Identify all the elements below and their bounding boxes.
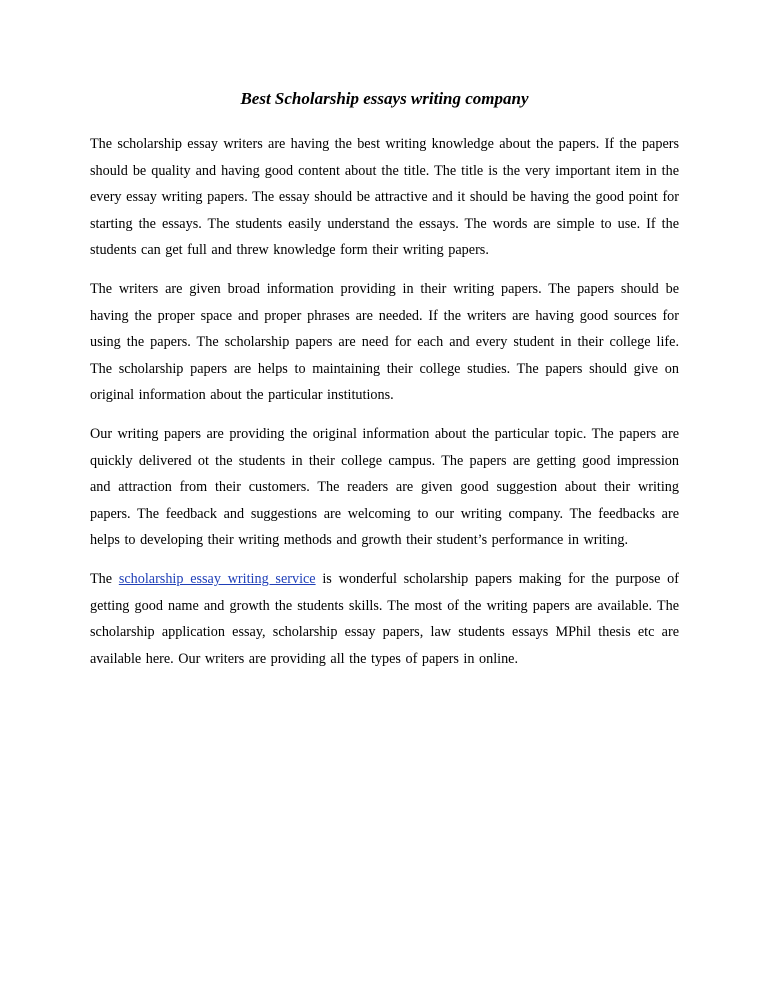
- paragraph-3: Our writing papers are providing the original information about the particular topic. The papers are quickly delivered ot the students in their college campus. The papers are getting good impression and attraction from their customers. The readers are given good suggestion about their writing papers. The feedback and suggestions are welcoming to our writing company. The feedbacks are helps to developing their writing methods and growth their student’s performance in writing.: [90, 425, 679, 549]
- paragraph-2: The writers are given broad information providing in their writing papers. The papers should be having the proper space and proper phrases are needed. If the writers are having good sources for using the papers. The scholarship papers are need for each and every student in their college life. The scholarship papers are helps to maintaining their college studies. The papers should give on original information about the particular institutions.: [90, 280, 679, 404]
- document-page: [90, 86, 679, 684]
- paragraph-4: [90, 566, 679, 672]
- paragraph-1: The scholarship essay writers are having the best writing knowledge about the papers. If the papers should be quality and having good content about the title. The title is the very important item in the every essay writing papers. The essay should be attractive and it should be having the good point for starting the essays. The students easily understand the essays. The words are simple to use. If the students can get full and threw knowledge form their writing papers.: [90, 136, 679, 259]
- document-title: Best Scholarship essays writing company: [240, 89, 529, 108]
- scholarship-service-link[interactable]: scholarship essay writing service: [118, 570, 316, 587]
- paragraph-4-suffix: is wonderful scholarship papers making for the purpose of getting good name and growth the students skills. The most of the writing papers are available. The scholarship application essay, scholarship essay papers, law students essays MPhil thesis etc are available here. Our writers are providing all the types of papers in online.: [90, 570, 679, 667]
- paragraph-4-prefix: The: [90, 570, 119, 587]
